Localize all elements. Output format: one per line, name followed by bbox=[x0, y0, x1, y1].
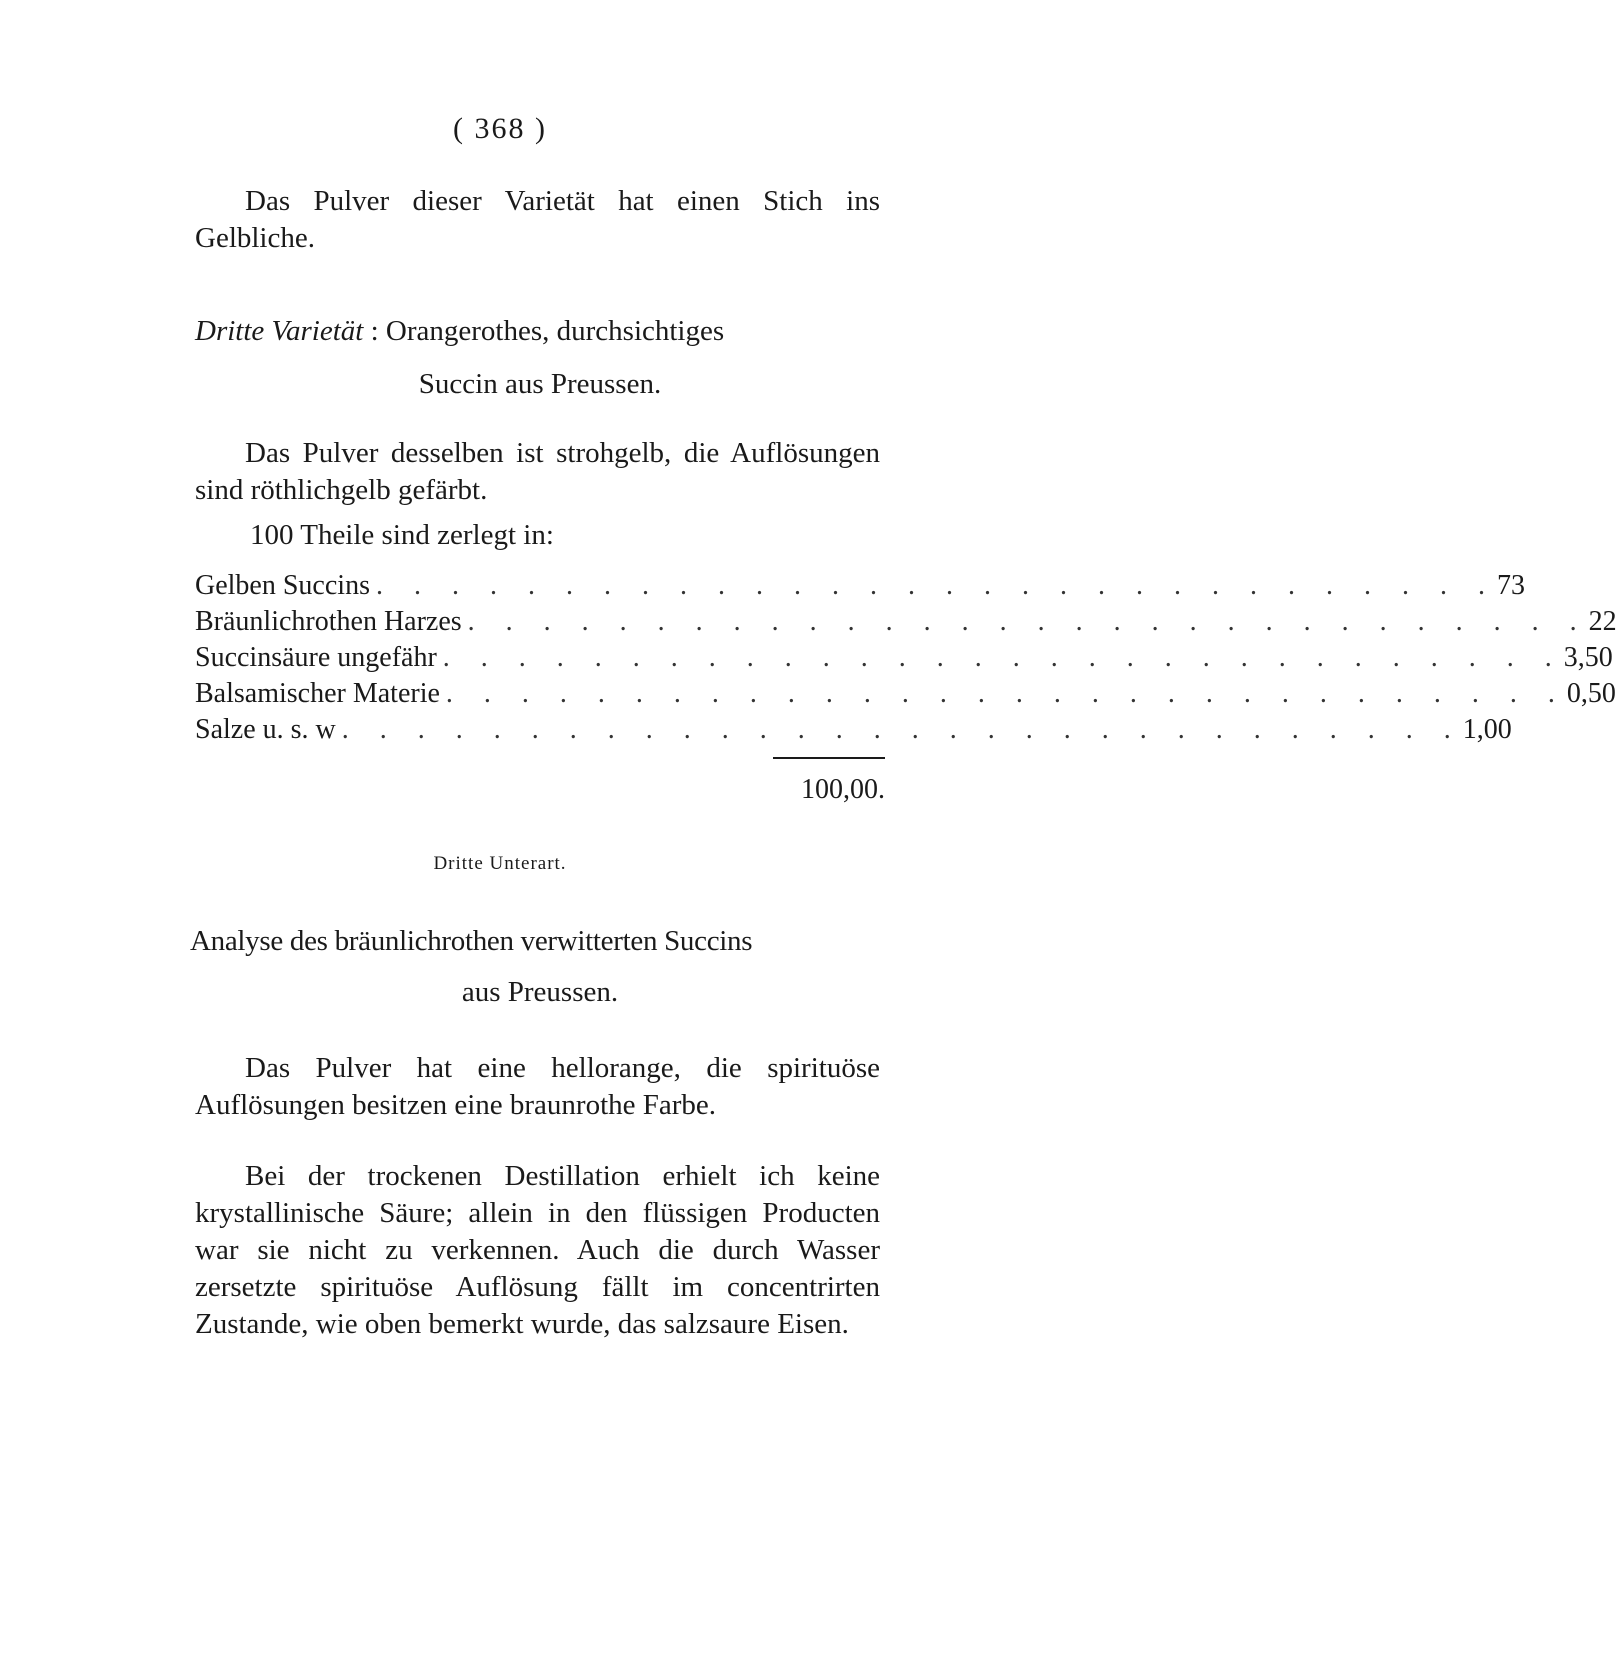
component-name: Succinsäure ungefähr bbox=[195, 642, 437, 673]
paragraph-powder-color: Das Pulver desselben ist strohgelb, die Auflösungen sind röthlichgelb gefärbt. bbox=[195, 437, 880, 506]
analysis-heading bbox=[190, 923, 890, 1011]
variety-title-line2: Succin aus Preussen. bbox=[418, 368, 662, 400]
component-value: 73 bbox=[1496, 570, 1525, 601]
composition-intro: 100 Theile sind zerlegt in: bbox=[250, 519, 554, 551]
composition-table bbox=[195, 568, 1617, 748]
leader-dots: . . . . . . . . . . . . . . . . . . . . . . . . . . . . . . bbox=[375, 570, 1497, 601]
subheading-subtype: Dritte Unterart. bbox=[433, 853, 567, 874]
page-number: ( 368 ) bbox=[453, 112, 547, 145]
composition-row bbox=[195, 640, 1613, 676]
component-value: 3,50 bbox=[1563, 642, 1613, 673]
composition-row bbox=[195, 676, 1616, 712]
composition-row bbox=[195, 568, 1525, 604]
paragraph-powder-tint: Das Pulver dieser Varietät hat einen Stich ins Gelbliche. bbox=[195, 185, 880, 254]
component-name: Salze u. s. w bbox=[195, 714, 336, 745]
component-value: 1,00 bbox=[1462, 714, 1512, 745]
leader-dots: . . . . . . . . . . . . . . . . . . . . . . . . . . . . . . bbox=[445, 678, 1567, 709]
component-value: 0,50 bbox=[1566, 678, 1616, 709]
variety-title-line1: : Orangerothes, durchsichtiges bbox=[370, 315, 725, 347]
paragraph-distillation: Bei der trockenen Destillation erhielt ich keine krystallinische Säure; allein in den flüssigen Producten war sie nicht zu verkennen. Auch die durch Wasser zersetzte spirituöse Auflösung fällt im concentrirten Zustande, wie oben bemerkt wurde, das salzsaure Eisen. bbox=[195, 1160, 880, 1340]
component-name: Gelben Succins bbox=[195, 570, 370, 601]
leader-dots: . . . . . . . . . . . . . . . . . . . . . . . . . . . . . . bbox=[341, 714, 1463, 745]
composition-row bbox=[195, 712, 1512, 748]
analysis-heading-line2: aus Preussen. bbox=[461, 976, 619, 1008]
analysis-heading-line1: Analyse des bräunlichrothen verwitterten Succins bbox=[190, 925, 753, 957]
composition-row bbox=[195, 604, 1617, 640]
component-name: Balsamischer Materie bbox=[195, 678, 440, 709]
leader-dots: . . . . . . . . . . . . . . . . . . . . . . . . . . . . . . bbox=[442, 642, 1564, 673]
variety-label: Dritte Varietät bbox=[195, 315, 364, 347]
composition-total: 100,00. bbox=[801, 774, 885, 805]
variety-heading bbox=[195, 313, 885, 403]
component-name: Bräunlichrothen Harzes bbox=[195, 606, 462, 637]
paragraph-powder-solution: Das Pulver hat eine hellorange, die spirituöse Auflösungen besitzen eine braunrothe Farbe. bbox=[195, 1052, 880, 1121]
sum-rule bbox=[773, 757, 885, 759]
leader-dots: . . . . . . . . . . . . . . . . . . . . . . . . . . . . . . bbox=[467, 606, 1589, 637]
component-value: 22 bbox=[1588, 606, 1617, 637]
